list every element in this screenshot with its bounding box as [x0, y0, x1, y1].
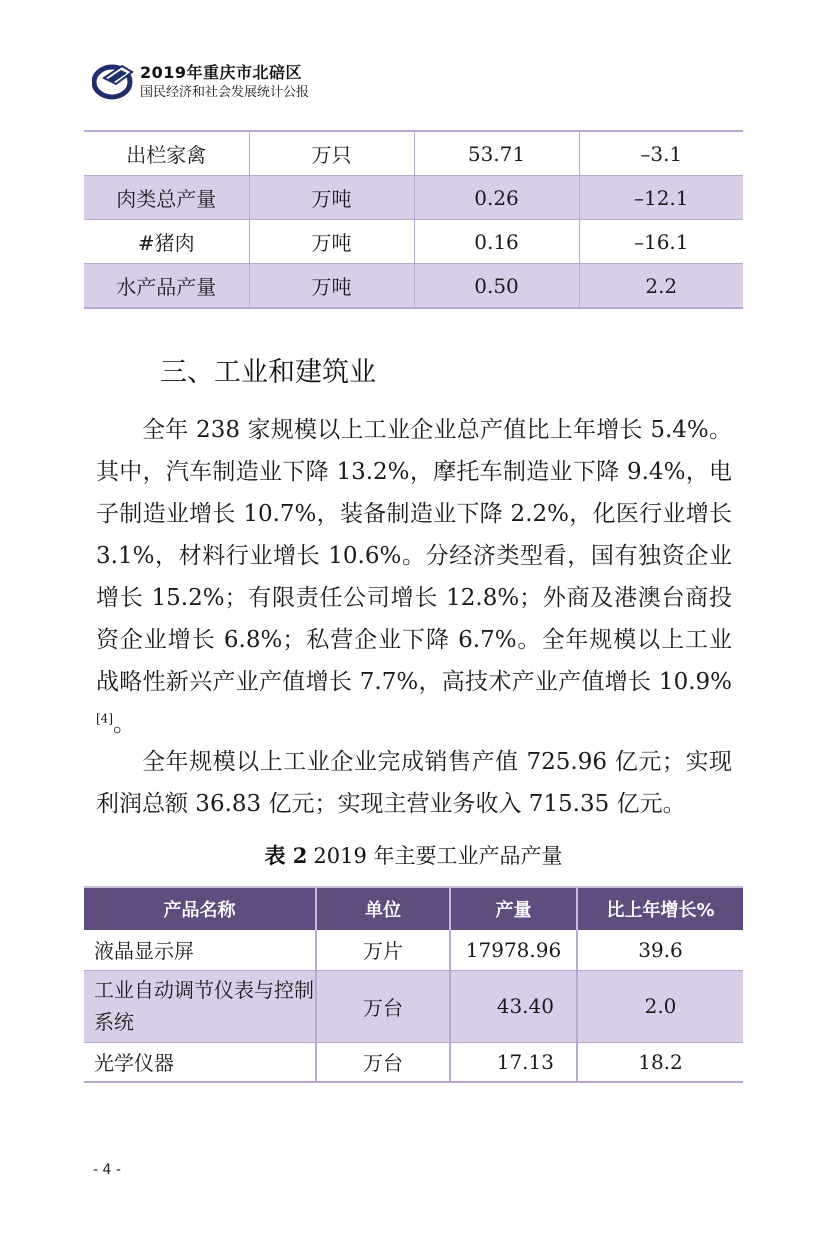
cell-name: #猪肉: [84, 220, 249, 264]
header-title: 2019年重庆市北碚区: [140, 63, 303, 82]
cell-unit: 万台: [316, 1042, 450, 1082]
cell-unit: 万吨: [249, 176, 414, 220]
cell-name: 液晶显示屏: [84, 930, 316, 970]
industrial-products-table: [84, 886, 743, 1083]
cell-value: 0.16: [414, 220, 579, 264]
cell-growth: –12.1: [579, 176, 743, 220]
livestock-table: [84, 130, 743, 309]
cell-growth: –16.1: [579, 220, 743, 264]
cell-value: 43.40: [450, 970, 577, 1042]
cell-unit: 万片: [316, 930, 450, 970]
footnote-ref: [4]: [96, 711, 113, 726]
cell-name: 出栏家禽: [84, 131, 249, 176]
cell-growth: 18.2: [577, 1042, 743, 1082]
header-output: 产量: [450, 887, 577, 930]
header-unit: 单位: [316, 887, 450, 930]
cell-unit: 万台: [316, 970, 450, 1042]
table-row: [84, 131, 743, 176]
sales-paragraph: 全年规模以上工业企业完成销售产值 725.96 亿元；实现利润总额 36.83 亿元；实现主营业务收入 715.35 亿元。: [96, 749, 732, 817]
cell-unit: 万只: [249, 131, 414, 176]
cell-unit: 万吨: [249, 264, 414, 309]
cell-name: 肉类总产量: [84, 176, 249, 220]
industry-paragraph: [96, 409, 732, 745]
page-number: - 4 -: [93, 1162, 121, 1178]
cell-growth: –3.1: [579, 131, 743, 176]
cell-value: 0.50: [414, 264, 579, 309]
header-subtitle: 国民经济和社会发展统计公报: [140, 85, 310, 100]
table-row: [84, 1042, 743, 1082]
table-row: [84, 970, 743, 1042]
cell-value: 0.26: [414, 176, 579, 220]
paragraph-end: 。: [113, 711, 136, 737]
paragraph-text: 全年 238 家规模以上工业企业总产值比上年增长 5.4%。其中，汽车制造业下降 13.2%，摩托车制造业下降 9.4%，电子制造业增长 10.7%，装备制造业下降 2.2%，化医行业增长 3.1%，材料行业增长 10.6%。分经济类型看，国有独资企业增长 15.2%；有限责任公司增长 12.8%；外商及港澳台商投资企业增长 6.8%；私营企业下降 6.7%。全年规模以上工业战略性新兴产业产值增长 7.7%，高技术产业产值增长 10.9%: [96, 417, 732, 695]
cell-value: 53.71: [414, 131, 579, 176]
table-caption-label: 表 2: [264, 843, 308, 868]
cell-unit: 万吨: [249, 220, 414, 264]
header-growth: 比上年增长%: [577, 887, 743, 930]
cell-name: 光学仪器: [84, 1042, 316, 1082]
cell-growth: 2.0: [577, 970, 743, 1042]
cell-value: 17.13: [450, 1042, 577, 1082]
header-product-name: 产品名称: [84, 887, 316, 930]
table-row: [84, 176, 743, 220]
cell-growth: 2.2: [579, 264, 743, 309]
report-header: [92, 56, 392, 106]
table-caption: [0, 840, 827, 870]
table-caption-text: 2019 年主要工业产品产量: [313, 844, 563, 868]
table-row: [84, 264, 743, 309]
table-header-row: [84, 887, 743, 930]
table-row: [84, 930, 743, 970]
cell-name: 工业自动调节仪表与控制系统: [84, 970, 316, 1042]
statistics-logo-icon: [92, 58, 136, 102]
cell-name: 水产品产量: [84, 264, 249, 309]
table-row: [84, 220, 743, 264]
section-title: 三、工业和建筑业: [160, 357, 376, 388]
cell-growth: 39.6: [577, 930, 743, 970]
cell-value: 17978.96: [450, 930, 577, 970]
